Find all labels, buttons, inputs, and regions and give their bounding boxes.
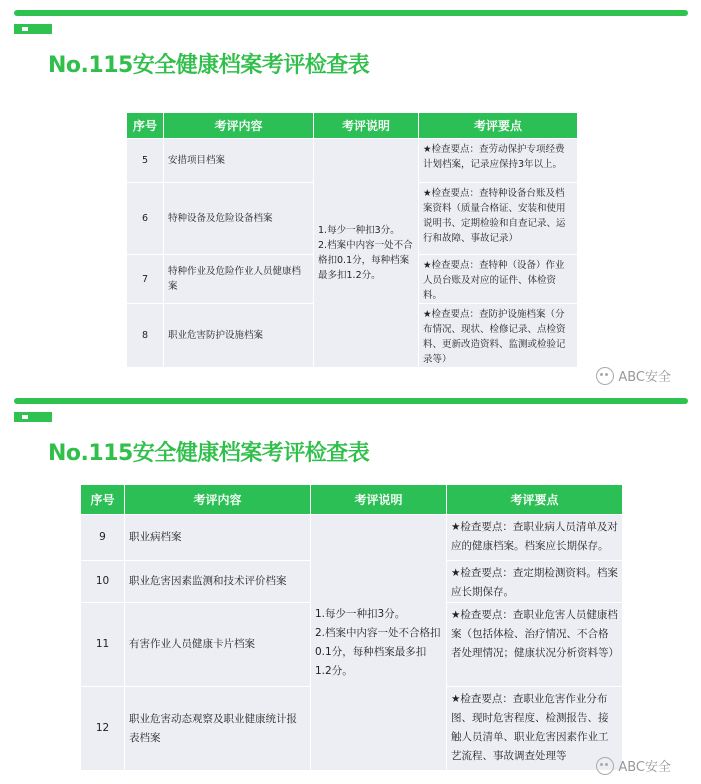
row-index: 11 (81, 603, 125, 687)
top-accent-bar (14, 398, 688, 404)
page-title: No.115安全健康档案考评检查表 (48, 441, 370, 466)
row-explanation: 1.每少一种扣3分。 2.档案中内容一处不合格扣0.1分，每种档案最多扣1.2分。 (314, 139, 419, 368)
row-index: 5 (127, 139, 164, 183)
header-explanation: 考评说明 (311, 485, 447, 515)
row-requirements: ★检查要点：查职业危害作业分布图、现时危害程度、检测报告、接触人员清单、职业危害因素作业工艺流程、事故调查处理等 (447, 687, 623, 771)
row-content: 职业危害因素监测和技术评价档案 (125, 561, 311, 603)
header-index: 序号 (81, 485, 125, 515)
row-content: 特种设备及危险设备档案 (164, 183, 314, 255)
row-content: 安措项目档案 (164, 139, 314, 183)
row-index: 7 (127, 255, 164, 304)
table-row (127, 139, 578, 183)
header-explanation: 考评说明 (314, 113, 419, 139)
wechat-icon (596, 757, 614, 775)
wechat-icon (596, 367, 614, 385)
header-content: 考评内容 (125, 485, 311, 515)
top-accent-bar (14, 10, 688, 16)
row-requirements: ★检查要点：查防护设施档案（分布情况、现状、检修记录、点检资料、更新改造资料、监测或检验记录等） (419, 304, 578, 368)
row-requirements: ★检查要点：查职业病人员清单及对应的健康档案。档案应长期保存。 (447, 515, 623, 561)
corner-tag (14, 24, 52, 34)
corner-tag (14, 412, 52, 422)
row-content: 特种作业及危险作业人员健康档案 (164, 255, 314, 304)
row-index: 9 (81, 515, 125, 561)
watermark (596, 366, 671, 385)
row-requirements: ★检查要点：查劳动保护专项经费计划档案，记录应保持3年以上。 (419, 139, 578, 183)
row-content: 职业病档案 (125, 515, 311, 561)
row-content: 职业危害动态观察及职业健康统计报表档案 (125, 687, 311, 771)
row-requirements: ★检查要点：查职业危害人员健康档案（包括体检、治疗情况、不合格者处理情况；健康状况分析资料等） (447, 603, 623, 687)
header-index: 序号 (127, 113, 164, 139)
row-index: 12 (81, 687, 125, 771)
row-requirements: ★检查要点：查特种设备台账及档案资料（质量合格证、安装和使用说明书、定期检验和自查记录、运行和故障、事故记录） (419, 183, 578, 255)
check-table (126, 112, 578, 368)
header-content: 考评内容 (164, 113, 314, 139)
row-index: 8 (127, 304, 164, 368)
watermark (596, 756, 671, 775)
slide-panel-2 (0, 396, 701, 784)
row-index: 6 (127, 183, 164, 255)
row-requirements: ★检查要点：查定期检测资料。档案应长期保存。 (447, 561, 623, 603)
watermark-text: ABC安全 (618, 760, 671, 775)
watermark-text: ABC安全 (618, 370, 671, 385)
header-requirements: 考评要点 (447, 485, 623, 515)
header-requirements: 考评要点 (419, 113, 578, 139)
page-title: No.115安全健康档案考评检查表 (48, 53, 370, 78)
row-explanation: 1.每少一种扣3分。 2.档案中内容一处不合格扣0.1分，每种档案最多扣1.2分。 (311, 515, 447, 771)
table-row (81, 515, 623, 561)
row-index: 10 (81, 561, 125, 603)
row-content: 职业危害防护设施档案 (164, 304, 314, 368)
row-requirements: ★检查要点：查特种（设备）作业人员台账及对应的证件、体检资料。 (419, 255, 578, 304)
row-content: 有害作业人员健康卡片档案 (125, 603, 311, 687)
check-table (80, 484, 623, 771)
